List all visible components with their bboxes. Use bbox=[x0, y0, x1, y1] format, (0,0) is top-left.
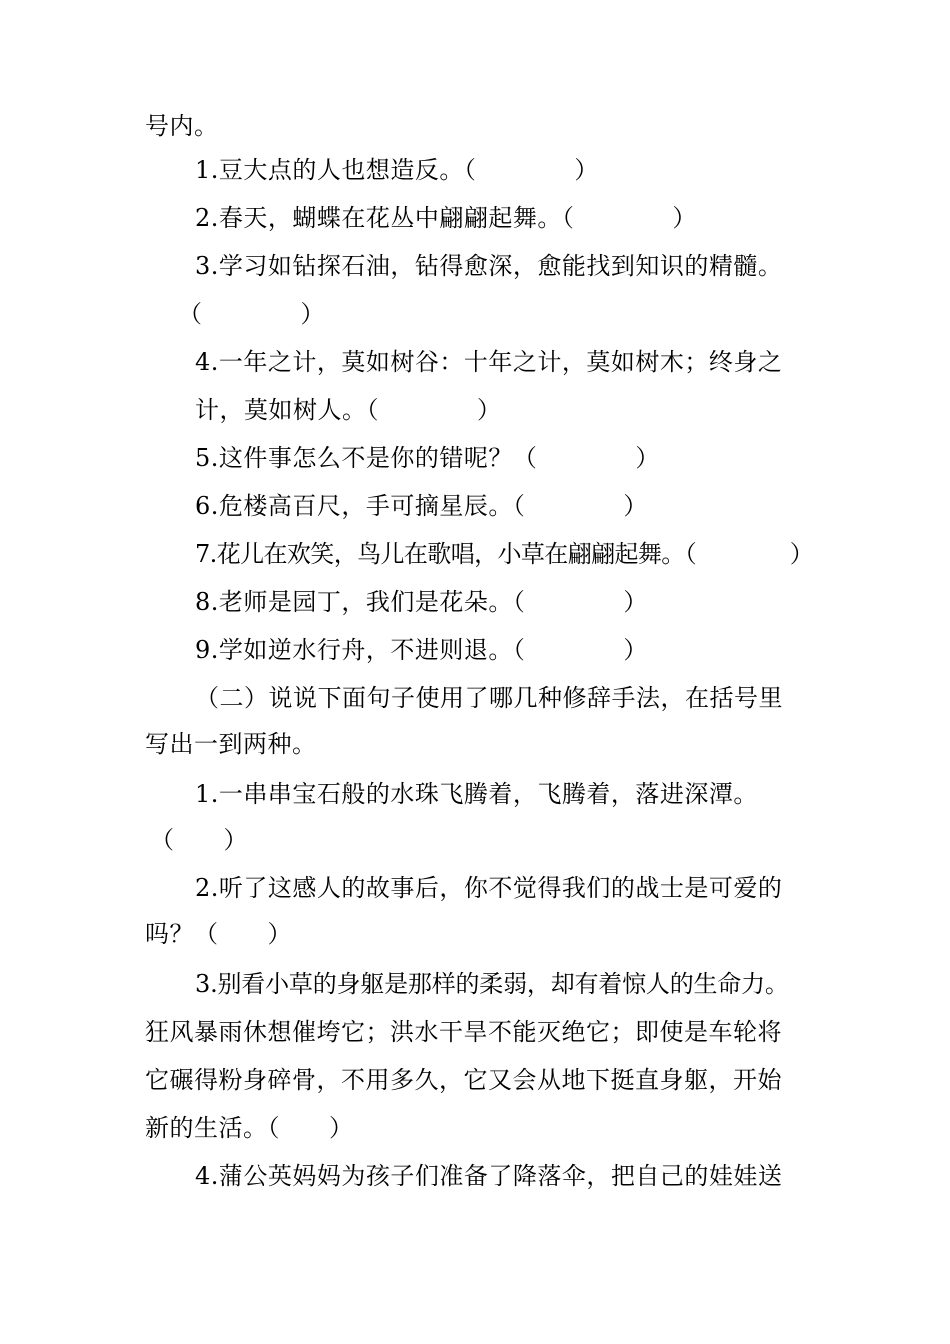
question-1-4: 4.一年之计，莫如树谷：十年之计，莫如树木；终身之 bbox=[195, 348, 783, 376]
question-2-1-bracket: （ ） bbox=[150, 826, 248, 854]
question-1-7: 7.花儿在欢笑，鸟儿在歌唱，小草在翩翩起舞。（ ） bbox=[195, 540, 814, 568]
question-1-9: 9.学如逆水行舟，不进则退。（ ） bbox=[195, 636, 648, 664]
section-2-heading-cont: 写出一到两种。 bbox=[145, 730, 317, 758]
question-2-2-cont: 吗？（ ） bbox=[145, 920, 292, 948]
question-2-1: 1.一串串宝石般的水珠飞腾着，飞腾着，落进深潭。 bbox=[195, 780, 758, 808]
question-2-3: 3.别看小草的身躯是那样的柔弱，却有着惊人的生命力。 bbox=[195, 970, 789, 998]
question-2-2: 2.听了这感人的故事后，你不觉得我们的战士是可爱的 bbox=[195, 874, 783, 902]
question-1-1: 1.豆大点的人也想造反。（ ） bbox=[195, 156, 599, 184]
question-1-5: 5.这件事怎么不是你的错呢？（ ） bbox=[195, 444, 660, 472]
text-line-1: 号内。 bbox=[145, 112, 219, 140]
question-1-3-bracket: （ ） bbox=[178, 300, 325, 328]
question-1-2: 2.春天，蝴蝶在花丛中翩翩起舞。（ ） bbox=[195, 204, 697, 232]
question-2-3-cont-1: 狂风暴雨休想催垮它；洪水干旱不能灭绝它；即使是车轮将 bbox=[145, 1018, 782, 1046]
question-2-4: 4.蒲公英妈妈为孩子们准备了降落伞，把自己的娃娃送 bbox=[195, 1162, 783, 1190]
question-1-3: 3.学习如钻探石油，钻得愈深，愈能找到知识的精髓。 bbox=[195, 252, 783, 280]
question-1-8: 8.老师是园丁，我们是花朵。（ ） bbox=[195, 588, 648, 616]
question-2-3-cont-3: 新的生活。（ ） bbox=[145, 1114, 354, 1142]
question-2-3-cont-2: 它碾得粉身碎骨，不用多久，它又会从地下挺直身躯，开始 bbox=[145, 1066, 782, 1094]
question-1-6: 6.危楼高百尺，手可摘星辰。（ ） bbox=[195, 492, 648, 520]
question-1-4-cont: 计，莫如树人。（ ） bbox=[195, 396, 502, 424]
section-2-heading: （二）说说下面句子使用了哪几种修辞手法，在括号里 bbox=[195, 684, 783, 712]
